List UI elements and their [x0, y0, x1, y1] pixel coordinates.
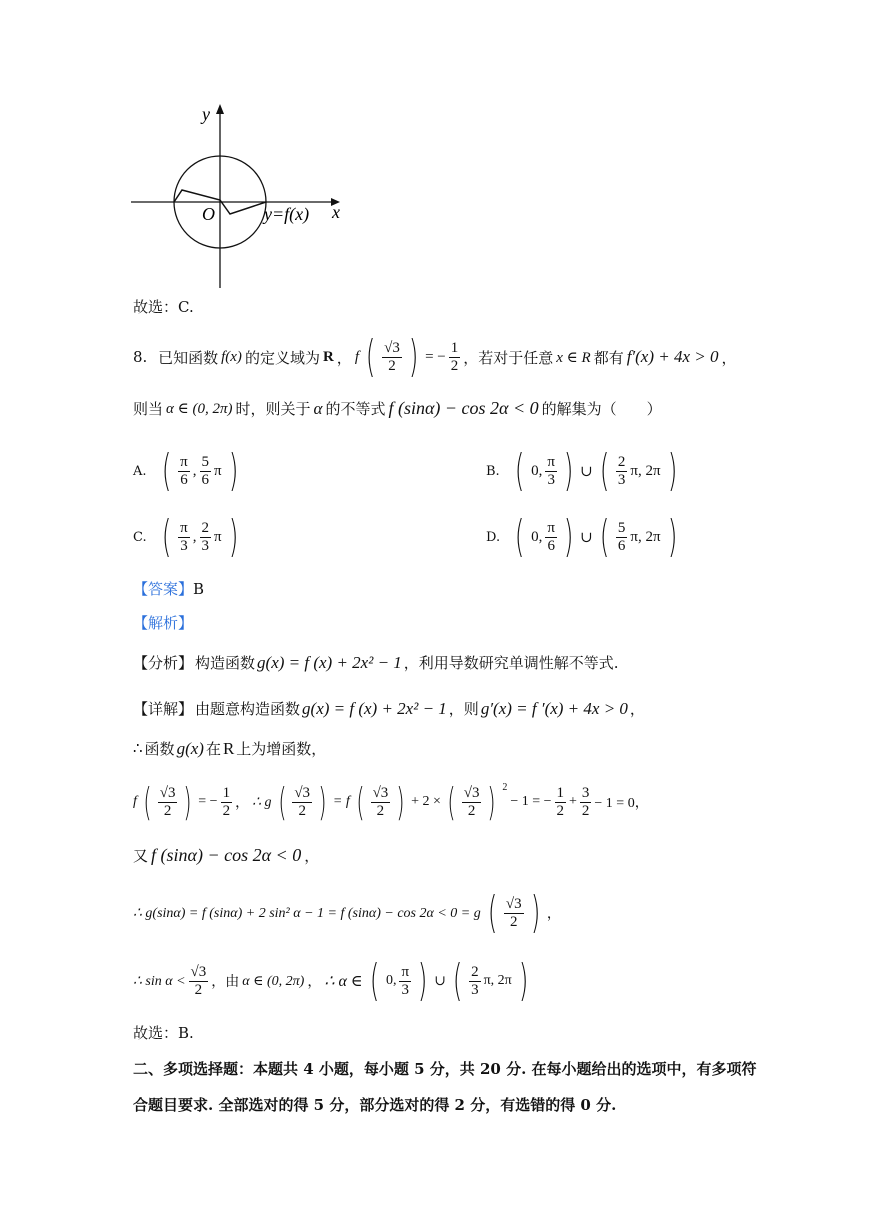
q8-alpha-range: α ∈ (0, 2π): [166, 401, 233, 417]
q8-text: 的不等式: [325, 400, 386, 418]
q8-text: ，若对于任意: [463, 348, 554, 367]
x-axis-label: x: [332, 202, 340, 222]
q8-text: 已知函数: [158, 348, 219, 367]
q8-alpha: α: [313, 398, 323, 418]
answer-tag: 【答案】: [133, 580, 194, 598]
one-half: $\frac{1}{2}$: [450, 340, 459, 374]
origin-label: O: [202, 204, 215, 224]
option-b[interactable]: B. ( 0, $\frac{\pi}{3}$ ) ∪ ( $\frac{2}{3}$ π, 2π ): [486, 445, 677, 496]
analysis-tag: 【解析】: [133, 614, 194, 632]
q8-fx: f(x): [221, 348, 242, 365]
q8-comma: ，: [721, 348, 737, 367]
final-answer: 故选：B.: [133, 1024, 194, 1042]
xiangjie-line: 【详解】 由题意构造函数 g(x) = f (x) + 2x² − 1 ，则 g′(x) = f ′(x) + 4x > 0 ，: [133, 698, 645, 718]
q8-deriv-ineq: f′(x) + 4x > 0: [626, 347, 719, 366]
question-8-line-1: [133, 332, 737, 382]
you-line: 又 f (sinα) − cos 2α < 0 ，: [133, 845, 320, 865]
g-sin-line: ∴ g(sinα) = f (sinα) + 2 sin² α − 1 = f (sinα) − cos 2α < 0 = g ( $\frac{√3}{2}$ ) ，: [133, 887, 561, 938]
q8-text: 的定义域为: [244, 348, 320, 367]
option-a[interactable]: A. ( $\frac{\pi}{6}$ , $\frac{5}{6}$ π ): [133, 445, 238, 496]
q8-inequality: f (sinα) − cos 2α < 0: [388, 398, 539, 418]
section-2-heading-line-2: 合题目要求. 全部选对的得 5 分，部分选对的得 2 分，有选错的得 0 分.: [133, 1096, 617, 1114]
option-label: D.: [486, 529, 501, 545]
q8-x-in-R: x ∈ R: [556, 349, 591, 366]
q8-eq: = −: [425, 348, 446, 365]
option-label: B.: [486, 463, 500, 479]
sqrt3-over-2: $\frac{√3}{2}$: [384, 340, 400, 374]
option-label: C.: [133, 529, 147, 545]
curve-label: y=f(x): [264, 204, 310, 224]
q8-text: 时，则关于: [235, 400, 311, 418]
final-line: ∴ sin α < $\frac{√3}{2}$ ，由 α ∈ (0, 2π) ， ∴ α ∈ ( 0, $\frac{\pi}{3}$ ) ∪ ( $\frac{2}{3}$ π, 2π ): [133, 955, 529, 1006]
option-label: A.: [133, 463, 147, 479]
prev-answer: 故选：C.: [133, 298, 194, 316]
fenxi-line: 【分析】 构造函数 g(x) = f (x) + 2x² − 1 ，利用导数研究单调性解不等式.: [133, 652, 619, 672]
q8-f: f: [354, 348, 359, 365]
q8-text: 的解集为（ ）: [541, 400, 662, 418]
section-2-heading-line-1: 二、多项选择题：本题共 4 小题，每小题 5 分，共 20 分. 在每小题给出的选项中，有多项符: [133, 1060, 757, 1078]
q8-R: R: [322, 348, 334, 365]
q8-text: 都有: [593, 348, 624, 367]
f-value-line: f ( $\frac{√3}{2}$ ) = − $\frac{1}{2}$ ， ∴ g ( $\frac{√3}{2}$ ) = f ( $\frac{√3}{2}$ ) + 2 × ( $\frac{√3}{2}$ ) $^2$ − 1 = − $\frac{1}{2}$ + $\frac{3}{2}$ − 1 = 0，: [133, 780, 649, 824]
function-graph-figure: [126, 100, 356, 290]
y-axis-arrow: [216, 104, 224, 114]
increasing-line: ∴ 函数 g(x) 在 R 上为增函数，: [133, 738, 327, 758]
question-8-line-2: [133, 398, 662, 419]
y-axis-label: y: [202, 104, 210, 124]
question-number: 8.: [133, 348, 148, 366]
option-c[interactable]: C. ( $\frac{\pi}{3}$ , $\frac{2}{3}$ π ): [133, 511, 238, 562]
answer-line: [133, 578, 204, 599]
q8-text: 则当: [133, 400, 164, 418]
answer-value: B: [193, 580, 205, 598]
option-d[interactable]: D. ( 0, $\frac{\pi}{6}$ ) ∪ ( $\frac{5}{6}$ π, 2π ): [486, 511, 677, 562]
q8-comma: ，: [336, 348, 352, 367]
left-paren: (: [365, 331, 376, 382]
right-paren: ): [408, 331, 419, 382]
